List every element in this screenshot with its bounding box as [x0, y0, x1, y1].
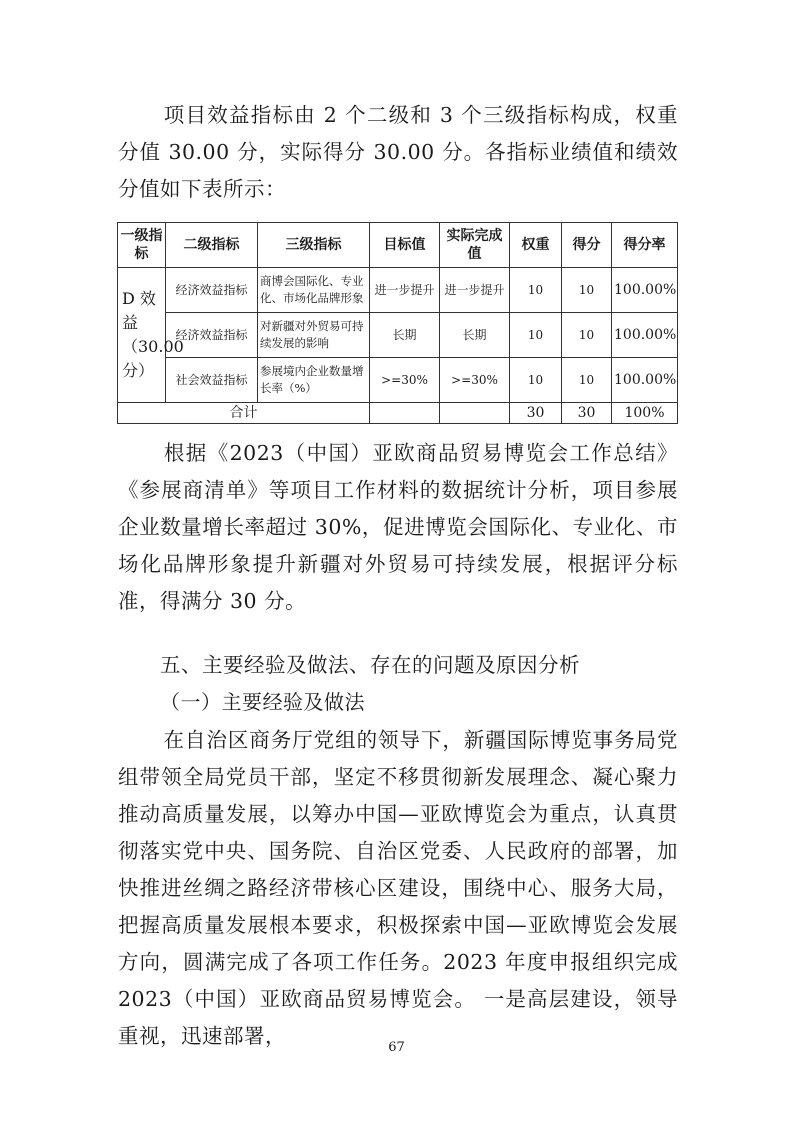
header-rate: 得分率	[612, 223, 678, 268]
score-cell: 10	[562, 313, 612, 358]
target-cell: >=30%	[370, 358, 440, 403]
level2-cell: 社会效益指标	[166, 358, 258, 403]
intro-paragraph	[118, 97, 678, 208]
level2-cell: 经济效益指标	[166, 313, 258, 358]
weight-cell: 10	[510, 313, 562, 358]
experience-paragraph-text: 在自治区商务厅党组的领导下，新疆国际博览事务局党组带领全局党员干部，坚定不移贯彻新发展理念、凝心聚力推动高质量发展，以筹办中国—亚欧博览会为重点，认真贯彻落实党中央、国务院、自治区党委、人民政府的部署，加快推进丝绸之路经济带核心区建设，围绕中心、服务大局，把握高质量发展根本要求，积极探索中国—亚欧博览会发展方向，圆满完成了各项工作任务。2023 年度申报组织完成 2023（中国）亚欧商品贸易博览会。 一是高层建设，领导重视，迅速部署，	[118, 728, 678, 1048]
score-cell: 10	[562, 268, 612, 313]
table-row	[118, 358, 678, 403]
table-row	[118, 268, 678, 313]
actual-cell: 进一步提升	[440, 268, 510, 313]
total-target-empty	[370, 403, 440, 424]
header-target: 目标值	[370, 223, 440, 268]
level3-cell: 商博会国际化、专业化、市场化品牌形象	[258, 268, 370, 313]
performance-table	[117, 222, 678, 424]
total-actual-empty	[440, 403, 510, 424]
level3-cell: 参展境内企业数量增长率（%）	[258, 358, 370, 403]
page-number: 67	[388, 1040, 405, 1055]
score-cell: 10	[562, 358, 612, 403]
total-score: 30	[562, 403, 612, 424]
category-cell: D 效益（30.00分）	[118, 268, 166, 403]
experience-paragraph	[118, 722, 678, 1055]
header-level1: 一级指标	[118, 223, 166, 268]
header-score: 得分	[562, 223, 612, 268]
header-actual: 实际完成值	[440, 223, 510, 268]
total-label: 合计	[118, 403, 370, 424]
total-weight: 30	[510, 403, 562, 424]
actual-cell: >=30%	[440, 358, 510, 403]
actual-cell: 长期	[440, 313, 510, 358]
subsection-heading: （一）主要经验及做法	[160, 690, 365, 714]
weight-cell: 10	[510, 358, 562, 403]
header-weight: 权重	[510, 223, 562, 268]
level3-cell: 对新疆对外贸易可持续发展的影响	[258, 313, 370, 358]
analysis-paragraph	[118, 435, 678, 620]
analysis-paragraph-text: 根据《2023（中国）亚欧商品贸易博览会工作总结》《参展商清单》等项目工作材料的数据统计分析，项目参展企业数量增长率超过 30%，促进博览会国际化、专业化、市场化品牌形象提升新疆对外贸易可持续发展，根据评分标准，得满分 30 分。	[118, 441, 678, 613]
total-rate: 100%	[612, 403, 678, 424]
level2-cell: 经济效益指标	[166, 268, 258, 313]
table-header-row	[118, 223, 678, 268]
rate-cell: 100.00%	[612, 313, 678, 358]
table-row	[118, 313, 678, 358]
weight-cell: 10	[510, 268, 562, 313]
target-cell: 长期	[370, 313, 440, 358]
total-row	[118, 403, 678, 424]
target-cell: 进一步提升	[370, 268, 440, 313]
rate-cell: 100.00%	[612, 268, 678, 313]
section-heading: 五、主要经验及做法、存在的问题及原因分析	[160, 653, 580, 677]
header-level3: 三级指标	[258, 223, 370, 268]
header-level2: 二级指标	[166, 223, 258, 268]
intro-paragraph-text: 项目效益指标由 2 个二级和 3 个三级指标构成，权重分值 30.00 分，实际得分 30.00 分。各指标业绩值和绩效分值如下表所示：	[118, 103, 678, 201]
rate-cell: 100.00%	[612, 358, 678, 403]
